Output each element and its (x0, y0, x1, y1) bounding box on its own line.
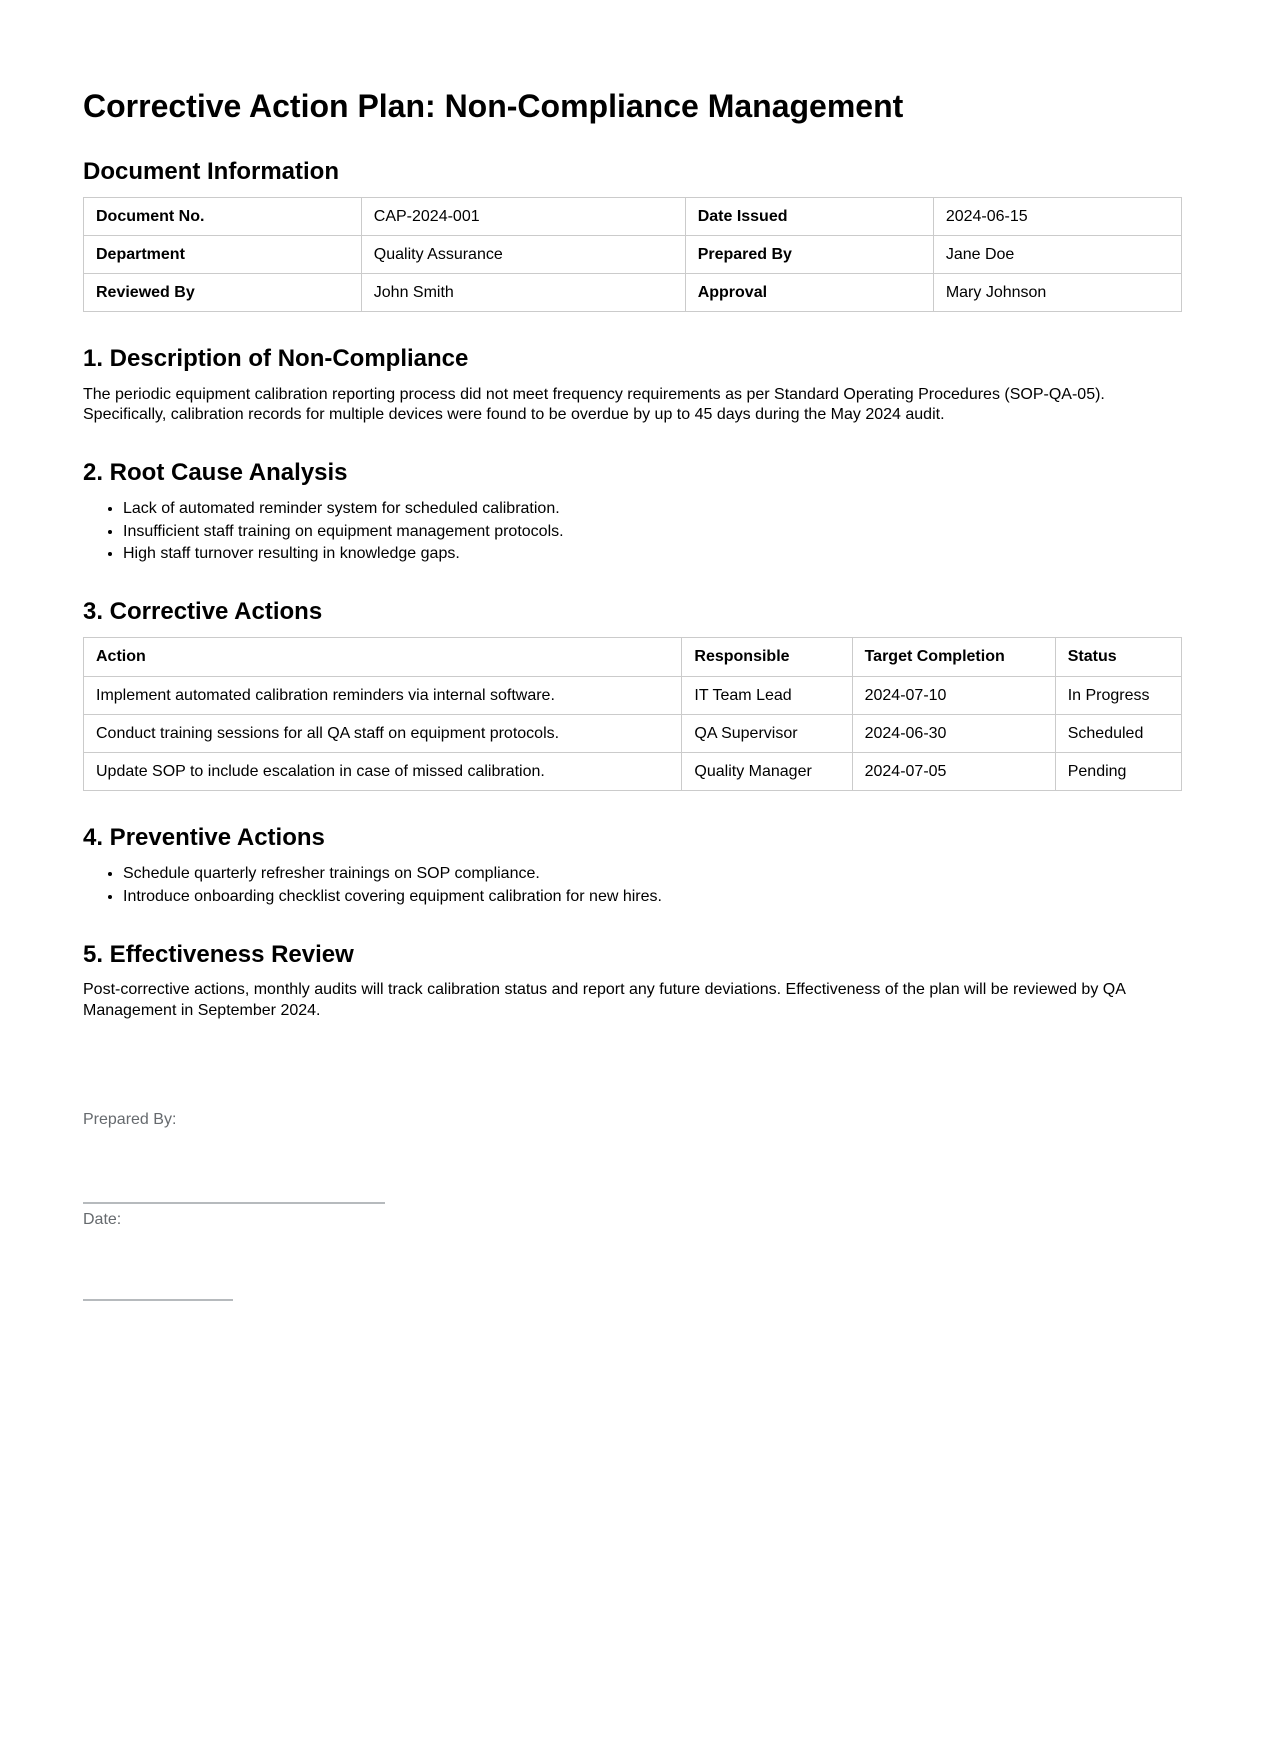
list-item: • Lack of automated reminder system for scheduled calibration. (123, 498, 1182, 520)
status-cell: In Progress (1055, 676, 1181, 714)
corrective-actions-table (83, 637, 1182, 791)
info-label-document-no: Document No. (84, 197, 362, 235)
info-value-prepared-by: Jane Doe (933, 236, 1181, 274)
target-completion-cell: 2024-07-05 (852, 753, 1055, 791)
preventive-actions-list (83, 863, 1182, 908)
column-header-status: Status (1055, 638, 1181, 676)
column-header-responsible: Responsible (682, 638, 852, 676)
list-item: • High staff turnover resulting in knowledge gaps. (123, 543, 1182, 565)
effectiveness-review-text: Post-corrective actions, monthly audits will track calibration status and report any future deviations. Effectiveness of the plan will be reviewed by QA Management in September 2024. (83, 981, 1125, 1019)
info-label-date-issued: Date Issued (685, 197, 933, 235)
info-value-date-issued: 2024-06-15 (933, 197, 1181, 235)
action-cell: Implement automated calibration reminders via internal software. (84, 676, 682, 714)
table-row (84, 676, 1182, 714)
table-header-row (84, 638, 1182, 676)
responsible-cell: IT Team Lead (682, 676, 852, 714)
responsible-cell: QA Supervisor (682, 714, 852, 752)
prepared-by-signature-line (83, 1202, 385, 1204)
description-text: The periodic equipment calibration reporting process did not meet frequency requirements as per Standard Operating Procedures (SOP-QA-05). Specifically, calibration records for multiple devices were found to be overdue by up to 45 days during the May 2024 audit. (83, 385, 1105, 424)
table-row (84, 714, 1182, 752)
signature-block (83, 1110, 1182, 1302)
info-value-department: Quality Assurance (361, 236, 685, 274)
info-label-prepared-by: Prepared By (685, 236, 933, 274)
section-heading-preventive-actions: 4. Preventive Actions (83, 824, 325, 852)
info-label-department: Department (84, 236, 362, 274)
section-root-cause (83, 459, 1182, 565)
prepared-by-label: Prepared By: (83, 1110, 177, 1128)
date-label: Date: (83, 1210, 122, 1228)
info-value-document-no: CAP-2024-001 (361, 197, 685, 235)
root-cause-list (83, 498, 1182, 565)
action-cell: Conduct training sessions for all QA staff on equipment protocols. (84, 714, 682, 752)
list-item: • Schedule quarterly refresher trainings on SOP compliance. (123, 863, 1182, 885)
section-heading-corrective-actions: 3. Corrective Actions (83, 598, 323, 626)
section-description (83, 345, 1182, 426)
section-preventive-actions (83, 824, 1182, 908)
table-row (84, 197, 1182, 235)
section-heading-description: 1. Description of Non-Compliance (83, 345, 469, 373)
date-line (83, 1299, 233, 1301)
document-title: Corrective Action Plan: Non-Compliance Management (83, 88, 904, 124)
info-label-reviewed-by: Reviewed By (84, 274, 362, 312)
column-header-action: Action (84, 638, 682, 676)
section-heading-root-cause: 2. Root Cause Analysis (83, 459, 348, 487)
target-completion-cell: 2024-06-30 (852, 714, 1055, 752)
list-item: • Insufficient staff training on equipment management protocols. (123, 521, 1182, 543)
document-info-heading: Document Information (83, 157, 339, 185)
table-row (84, 274, 1182, 312)
table-row (84, 236, 1182, 274)
table-row (84, 753, 1182, 791)
section-effectiveness-review (83, 941, 1182, 1022)
status-cell: Scheduled (1055, 714, 1181, 752)
info-value-reviewed-by: John Smith (361, 274, 685, 312)
document-info-table (83, 197, 1182, 313)
info-label-approval: Approval (685, 274, 933, 312)
column-header-target-completion: Target Completion (852, 638, 1055, 676)
target-completion-cell: 2024-07-10 (852, 676, 1055, 714)
status-cell: Pending (1055, 753, 1181, 791)
responsible-cell: Quality Manager (682, 753, 852, 791)
info-value-approval: Mary Johnson (933, 274, 1181, 312)
action-cell: Update SOP to include escalation in case of missed calibration. (84, 753, 682, 791)
section-heading-effectiveness-review: 5. Effectiveness Review (83, 941, 354, 969)
section-corrective-actions (83, 598, 1182, 791)
list-item: • Introduce onboarding checklist covering equipment calibration for new hires. (123, 886, 1182, 908)
